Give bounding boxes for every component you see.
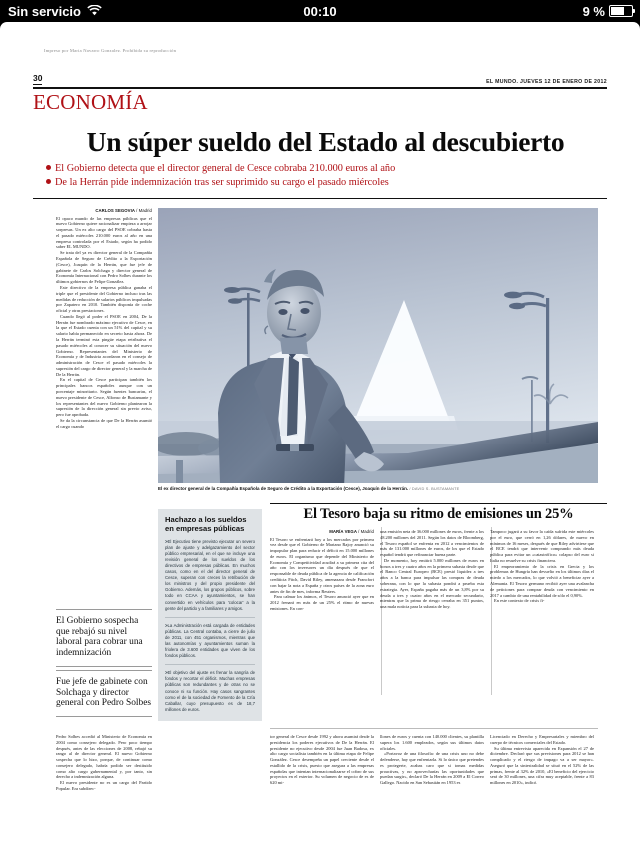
paragraph: Tampoco jugará a su favor la caída sufrida este miércoles por el euro, que cerró en 1,26 dólares, de nuevo en mínimos de 16 meses, después de que Riley advirtiese que el BCE tendrá que intervenir comprando más deuda pública para evitar un «catastrófico» colapso del euro si Italia no resuelve su crisis financiera. [490, 529, 595, 563]
article1-column-4-bottom [490, 734, 594, 786]
byline-author: MARÍA VEGA [329, 529, 357, 534]
article1-photo [158, 208, 598, 483]
subhead-item [46, 176, 600, 190]
battery-percent-label: 9 % [582, 3, 605, 19]
header-rule [33, 87, 607, 90]
photo-credit: / DAVID S. BUSTAMANTE [409, 486, 460, 491]
sidebar-box-title: Hachazo a los sueldos en empresas públicas [165, 515, 247, 533]
sidebar-item-text: El objetivo del ajuste es frenar la sangría de fondos y recortar el déficit. Muchas empresas públicas son redundantes y de otras no se conoce ni su función. Hay casos sangrantes como el de la sociedad de Fomento de la Cría Caballar, cuyo presupuesto es de 18,7 millones de euros. [165, 670, 255, 712]
paragraph: El Tesoro se enfrentará hoy a los mercados por primera vez desde que el Gobierno de Mariano Rajoy anunció su impopular plan para reducir el déficit en 15.000 millones de euros. El organismo que depende del Ministerio de Economía y Competitividad acudirá a su primera cita del año con los inversores un día después de que el responsable de deuda pública de la agencia de calificación crediticia Fitch, David Riley, amenazara desde Francfort con bajar la nota a España y otros países de la zona euro antes de fin de mes, informa Reuters. [270, 536, 374, 594]
article2-column-2 [380, 529, 484, 610]
paragraph: Para calmar los ánimos, el Tesoro anunció ayer que en 2012 frenará en más de un 25% el ritmo de nuevas emisiones. En con- [270, 594, 374, 611]
subhead-text: El Gobierno detecta que el director general de Cesce cobraba 210.000 euros al año [55, 163, 396, 174]
sidebar-box-hachazo [158, 509, 262, 721]
sidebar-box-item [165, 664, 255, 713]
paragraph: Se trata del ya ex director general de la Compañía Española de Seguro de Crédito a la Exportación (Cesce), Joaquín de la Herrán, que fue jefe de gabinete de Carlos Solchaga y director general de Economía Internacional con Pedro Solbes durante los últimos gobiernos de Felipe González. [56, 250, 152, 285]
bottom-divider [270, 728, 598, 729]
paragraph: De momento, hoy emitirá 5.000 millones de euros en bonos a tres y cuatro años en la primera subasta desde que el Banco Central Europeo (BCE) prestó liquidez a tres años a la banca para impulsar las compras de deuda soberana, con lo que la subasta pondrá a prueba esta estrategia. Ayer, España pagaba más de un 3,8% por su deuda a tres y cuatro años en el mercado secundario, mientras que la prima de riesgo cerraba en 351 puntos, una mala noticia para la subasta de hoy. [380, 557, 484, 610]
page-header [33, 74, 607, 113]
paragraph: «Portavoz de una filosofía: de una crisis uno no debe defenderse, hay que enfrentarla. Si lo único que pretendes es protegerte, acabas caro que si tomas medidas proactivas, y no aprovecharías las oportunidades que puedan surgir», declaró De la Herrán en 2009 a El Correo Gallego. Nacido en San Sebastián en 1953 es [380, 751, 484, 786]
folio-number: 30 [33, 73, 43, 83]
paragraph: El opaco mundo de las empresas públicas que el nuevo Gobierno quiere racionalizar empieza a arrojar sorpresas. Un ex alto cargo del PSOE cobraba hasta el pasado miércoles 210.000 euros al año en una empresa controlada por el Estado, según ha podido saber EL MUNDO. [56, 215, 152, 250]
clock: 00:10 [303, 3, 337, 19]
article1-subheads [46, 162, 600, 189]
paragraph: una emisión neta de 36.000 millones de euros, frente a los 48.200 millones del 2011. Según los datos de Bloomberg, el Tesoro español se enfrenta en 2012 a vencimientos de más de 131.000 millones de euros, de los que el Estado español tendrá que refinanciar buena parte. [380, 529, 484, 558]
battery-icon [609, 5, 633, 17]
subhead-item [46, 162, 600, 176]
paragraph: llones de euros y cuenta con 140.000 clientes, su plantilla supera los 1.600 empleados, según sus últimos datos oficiales. [380, 734, 484, 751]
article1-byline [56, 208, 152, 214]
paragraph: En este contexto de crisis fi- [494, 598, 545, 604]
article1-column-2-bottom [270, 734, 374, 786]
article2-headline: El Tesoro baja su ritmo de emisiones un 25% [303, 506, 574, 522]
paragraph: El nuevo presidente no es un cargo del Partido Popular. Era subdirec- [56, 780, 152, 792]
paragraph: En el capital de Cesce participan también los principales bancos españoles aunque con un porcentaje minoritario. Según fuentes bancarias, el nuevo presidente de Cesce, Alfonso de Bustamante y los representantes del nuevo Gobierno plantearon la supresión de la dirección general sin previo aviso, pero fue aprobada. [56, 377, 152, 418]
sidebar-box-item [165, 539, 255, 612]
sidebar-item-text: La Administración está cargada de entidades públicas. La Central contaba, a cierre de julio de 2011, con 451 organismos, mientras que las autonomías y ayuntamientos suman la friolera de 3.600 entidades que viven de los fondos públicos. [165, 622, 255, 659]
article2-divider [270, 503, 607, 504]
sidebar-box-item [165, 617, 255, 660]
carrier-label: Sin servicio [8, 3, 81, 19]
sidebar-bullet-glyph: > [165, 622, 168, 628]
pullquote: El Gobierno sospecha que rebajó su nivel laboral para cobrar una indemnización [56, 609, 152, 667]
byline-place: / Madrid [358, 529, 374, 534]
sidebar-bullet-glyph: > [165, 538, 168, 544]
masthead-date: EL MUNDO. JUEVES 12 DE ENERO DE 2012 [486, 78, 607, 85]
sidebar-item-text: El Ejecutivo tiene previsto ejecutar un severo plan de ajuste y adelgazamiento del sector público empresarial, en el que se incluye una revisión general de los sueldos de los directivos de empresas públicas. En muchos casos, como en el del director general de Cesce, superan con creces la retribución de los ministros y del propio presidente del Gobierno. Además, los grupos públicos, sobre todo en CCAA y ayuntamientos, se han convertido en vehículos para 'colocar' a la gente del partido y a familiares y amigos. [165, 538, 255, 611]
paragraph: Licenciado en Derecho y Empresariales y miembro del cuerpo de técnicos comerciales del Estado. [490, 734, 594, 745]
sidebar-bullet-glyph: > [165, 670, 168, 676]
paragraph: tor general de Cesce desde 1992 y ahora asumirá desde la presidencia los poderes ejecutivos de De la Herrán. El presidente no ejecutivo desde 2004 fue Juan Badosa, ex alto cargo socialista también en la última etapa de Felipe González. Cesce desempeña un papel creciente desde el estallido de la crisis, puesto que asegura a las empresas españolas que intentan internacionalizarse el cobro de sus proyectos en el exterior. Su volumen de negocio de es de 620 mi- [270, 734, 374, 786]
pullquote-2-wrap [56, 670, 152, 717]
newspaper-page[interactable] [0, 22, 640, 853]
top-divider [33, 198, 607, 199]
article2-column-1 [270, 529, 374, 612]
subhead-text: De la Herrán pide indemnización tras ser suprimido su cargo el pasado miércoles [55, 176, 389, 188]
article1-headline: Un súper sueldo del Estado al descubierto [86, 126, 565, 157]
article2-byline [270, 529, 374, 535]
byline-author: CARLOS SEGOVIA [95, 208, 135, 213]
paragraph: Pedro Solbes accedió al Ministerio de Economía en 2004 como consejero delegado. Pero poco tiempo después, antes de las elecciones de 2008, rebajó su rango al de director general. El nuevo Gobierno sospecha que lo hizo, porque, de continuar como consejero delegado, habría podido ser destituido como alto cargo gubernamental y, por tanto, sin derecho a indemnización alguna. [56, 734, 152, 780]
photo-caption-text: El ex director general de la Compañía Española de Seguro de Crédito a la Exportación (Cesce), Joaquín de la Herrán. [158, 486, 409, 491]
article1-column-1-cont [56, 734, 152, 792]
bullet-dot-icon [46, 179, 51, 184]
photo-caption [158, 486, 598, 491]
pullquote: Fue jefe de gabinete con Solchaga y director general con Pedro Solbes [56, 670, 152, 717]
print-notice: Impreso por Maria Navarro Gonzalez. Prohibida su reproducción [44, 48, 177, 53]
paragraph: Este directivo de la empresa pública ganaba el triple que el presidente del Gobierno incluso tras las medidas de reducción de salarios públicos impulsadas por Zapatero en 2010. También disponía de coche oficial y otras prestaciones. [56, 284, 152, 314]
paragraph: El empeoramiento de la crisis en Grecia y los problemas de Hungría han devuelto en los últimos días el miedo a los mercados, lo que volvió a beneficiar ayer a Alemania. El Tesoro germano recibió ayer una avalancha de peticiones para comprar deuda con vencimiento en 2017 a cambio de una rentabilidad de sólo el 0,90%. [490, 563, 594, 598]
article2-column-3 [490, 529, 594, 604]
article1-column-1 [56, 208, 152, 429]
ios-status-bar [0, 0, 640, 22]
bullet-dot-icon [46, 165, 51, 170]
article1-column-3-bottom [380, 734, 484, 786]
pullquote-1-wrap [56, 609, 152, 667]
section-title: ECONOMÍA [33, 90, 148, 115]
paragraph: Se da la circunstancia de que De la Herrán asumió el cargo cuando [56, 417, 152, 429]
paragraph: Cuando llegó al poder el PSOE en 2004, De la Herrán fue nombrado máximo ejecutivo de Cesce, en la que el Estado cuenta con un 51% del capital y su salario había permanecido en secreto hasta ahora. De la Herrán terminó esta pingüe etapa retributiva el pasado miércoles al conocer su situación del nuevo Gobierno. Representantes del Ministerio de Economía y de Industria acordaron en el consejo de administración de Cesce el pasado miércoles la supresión del cargo de director general y la marcha de De la Herrán. [56, 313, 152, 377]
byline-place: / Madrid [136, 208, 152, 213]
paragraph: Su última entrevista aparecida en Expansión el 27 de diciembre. Declaró que sus previsiones para 2012 se han complicado y el riesgo de impago va a ser mayor». Aseguró que la siniestralidad se situó en el 52% de las primas, frente al 32% de 2010, «El beneficio del ejercicio será de 30 millones, una cifra muy aceptable, frente a 83 millones en 2010», indicó. [490, 745, 594, 786]
